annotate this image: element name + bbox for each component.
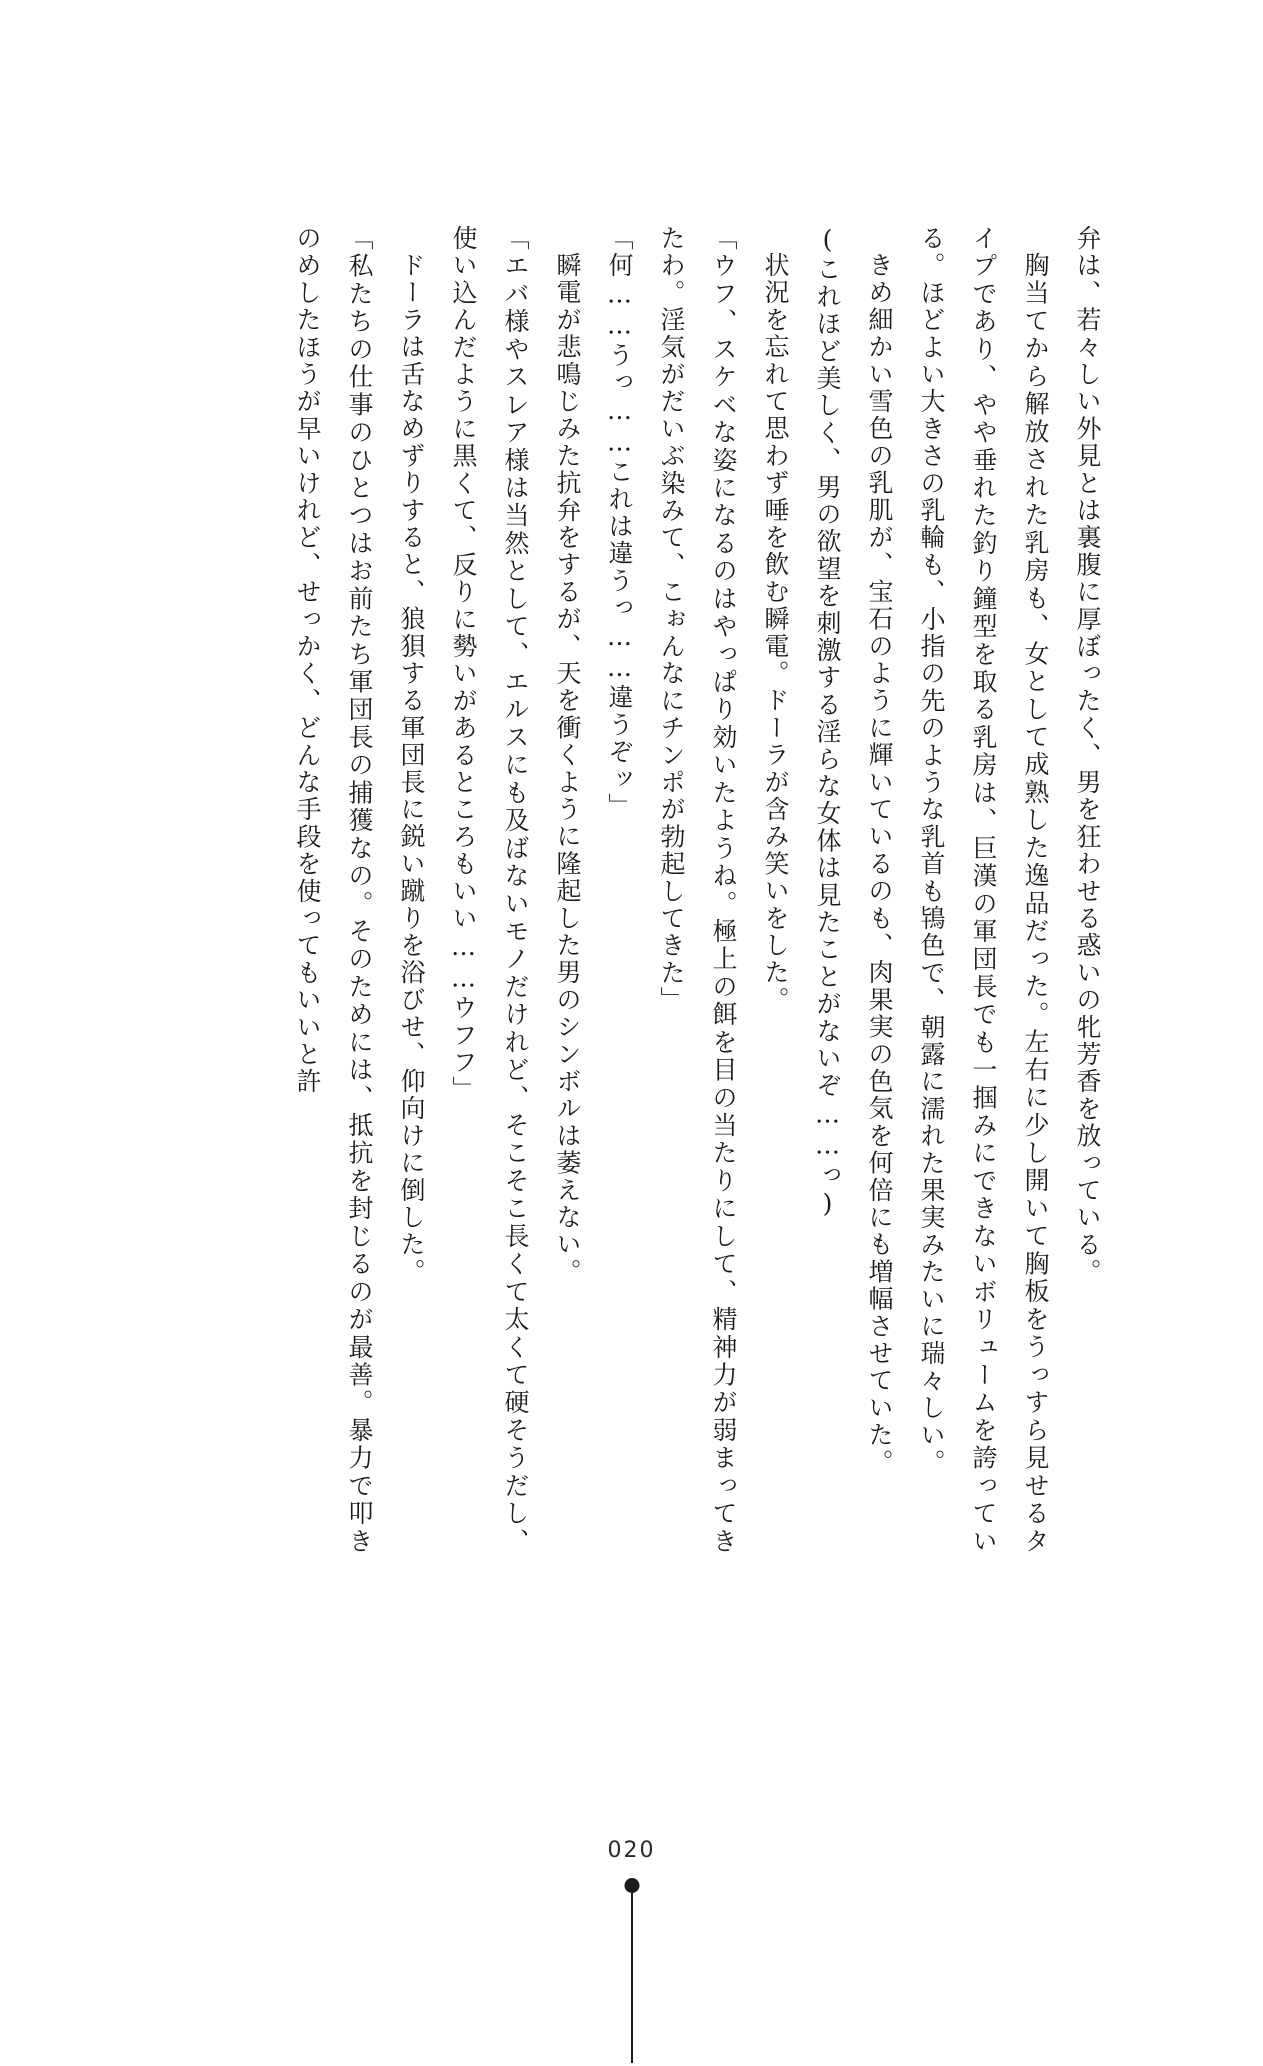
paragraph: 瞬電が悲鳴じみた抗弁をするが、天を衝くように隆起した男のシンボルは萎えない。 [553,252,582,1286]
paragraph: 状況を忘れて思わず唾を飲む瞬電。ドーラが含み笑いをした。 [761,252,790,1014]
paragraph: (これほど美しく、男の欲望を刺激する淫らな女体は見たことがないぞ……っ) [813,225,842,1221]
footer-dot-icon [624,1878,639,1893]
paragraph: 「ウフ、スケベな姿になるのはやっぱり効いたようね。極上の餌を目の当たりにして、精神力が弱まってきたわ。淫気がだいぶ染みて、こぉんなにチンポが勃起してきた」 [657,225,738,1555]
paragraph: 「私たちの仕事のひとつはお前たち軍団長の捕獲なの。そのためには、抵抗を封じるのが最善。暴力で叩きのめしたほうが早いけれど、せっかく、どんな手段を使ってもいいと許 [293,225,374,1555]
paragraph: きめ細かい雪色の乳肌が、宝石のように輝いているのも、肉果実の色気を何倍にも増幅させていた。 [865,252,894,1476]
page-body-text [113,225,1113,1555]
page-footer-mark-icon [622,1878,642,2058]
footer-rule-icon [631,1893,633,2063]
page-number: 020 [607,1838,656,1863]
paragraph: 弁は、若々しい外見とは裏腹に厚ぼったく、男を狂わせる惑いの牝芳香を放っている。 [1073,225,1102,1286]
paragraph: 胸当てから解放された乳房も、女として成熟した逸品だった。左右に少し開いて胸板をうっすら見せるタイプであり、やや垂れた釣り鐘型を取る乳房は、巨漢の軍団長でも一掴みにできないボリュームを誇っている。ほどよい大きさの乳輪も、小指の先のような乳首も鴇色で、朝露に濡れた果実みたいに瑞々しい。 [917,225,1050,1555]
paragraph: ドーラは舌なめずりすると、狼狽する軍団長に鋭い蹴りを浴びせ、仰向けに倒した。 [397,252,426,1286]
paragraph: 「エバ様やスレア様は当然として、エルスにも及ばないモノだけれど、そこそこ長くて太くて硬そうだし、使い込んだように黒くて、反りに勢いがあるところもいい……ウフフ」 [449,225,530,1555]
paragraph: 「何……うっ……これは違うっ……違うぞッ」 [605,225,634,821]
